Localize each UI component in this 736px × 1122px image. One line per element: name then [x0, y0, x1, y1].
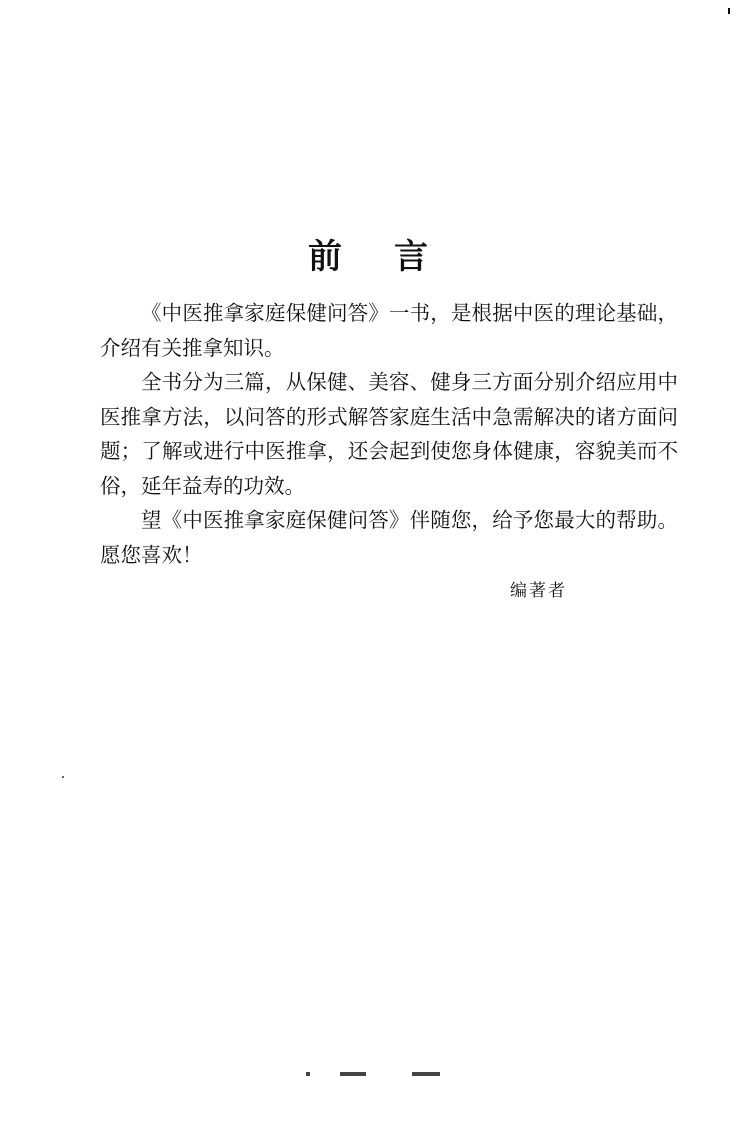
- scan-smudge: [300, 1072, 450, 1078]
- title-char-2: 言: [394, 236, 428, 277]
- preface-body: [100, 296, 678, 572]
- scan-speck: [62, 776, 64, 778]
- paragraph-1: 《中医推拿家庭保健问答》一书，是根据中医的理论基础，介绍有关推拿知识。: [100, 301, 678, 360]
- scan-mark: [728, 8, 730, 14]
- paragraph-2: 全书分为三篇，从保健、美容、健身三方面分别介绍应用中医推拿方法，以问答的形式解答家庭生活中急需解决的诸方面问题；了解或进行中医推拿，还会起到使您身体健康，容貌美而不俗，延年益寿的功效。: [100, 370, 678, 498]
- page-title: [0, 229, 736, 278]
- paragraph-3: 望《中医推拿家庭保健问答》伴随您，给予您最大的帮助。愿您喜欢！: [100, 508, 678, 567]
- title-char-1: 前: [308, 236, 342, 277]
- author-signature: 编著者: [510, 581, 567, 601]
